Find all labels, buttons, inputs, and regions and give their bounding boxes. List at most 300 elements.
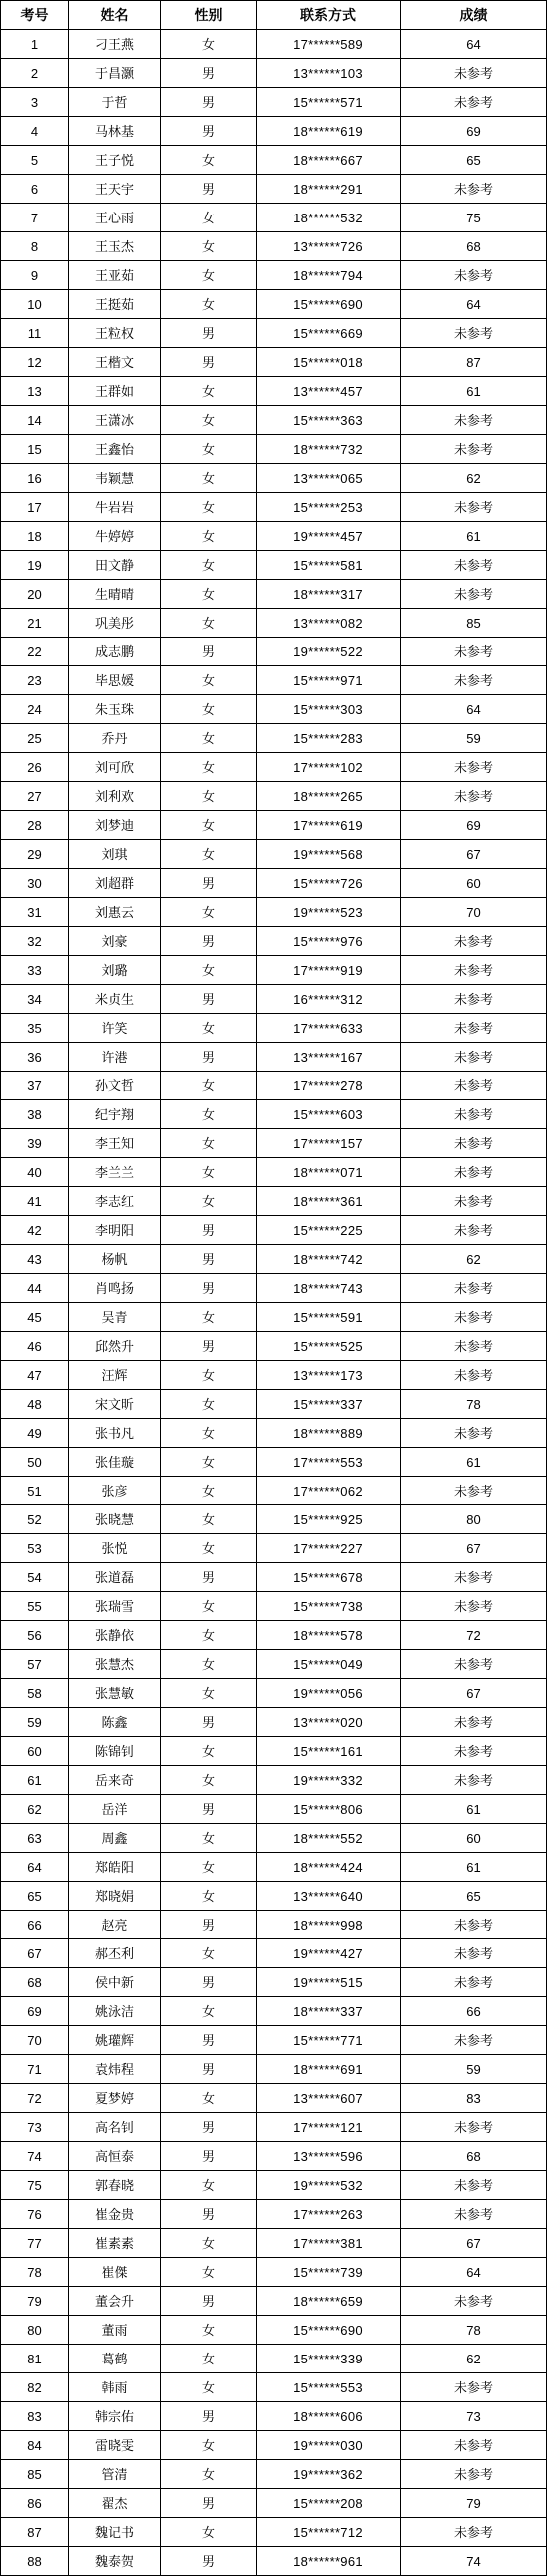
exam-number-cell: 31 (1, 898, 69, 927)
contact-cell: 18******337 (257, 1997, 401, 2026)
name-cell: 刘利欢 (69, 782, 161, 811)
contact-cell: 19******362 (257, 2460, 401, 2489)
score-cell: 83 (401, 2084, 547, 2113)
name-cell: 杨帆 (69, 1245, 161, 1274)
score-cell: 69 (401, 117, 547, 146)
contact-cell: 13******167 (257, 1043, 401, 1072)
contact-cell: 15******739 (257, 2258, 401, 2287)
exam-number-cell: 73 (1, 2113, 69, 2142)
name-cell: 侯中新 (69, 1968, 161, 1997)
name-cell: 王挺茹 (69, 290, 161, 319)
exam-number-cell: 44 (1, 1274, 69, 1303)
name-cell: 王粒权 (69, 319, 161, 348)
contact-cell: 15******771 (257, 2026, 401, 2055)
contact-cell: 13******457 (257, 377, 401, 406)
gender-cell: 男 (161, 869, 257, 898)
score-cell: 未参考 (401, 2287, 547, 2316)
name-cell: 张书凡 (69, 1419, 161, 1448)
exam-number-cell: 64 (1, 1853, 69, 1882)
name-cell: 赵亮 (69, 1911, 161, 1939)
score-cell: 64 (401, 695, 547, 724)
score-cell: 67 (401, 1534, 547, 1563)
score-cell: 未参考 (401, 1303, 547, 1332)
score-cell: 64 (401, 30, 547, 59)
gender-cell: 女 (161, 1882, 257, 1911)
exam-number-cell: 21 (1, 609, 69, 638)
score-cell: 未参考 (401, 927, 547, 956)
name-cell: 李王知 (69, 1129, 161, 1158)
name-cell: 李兰兰 (69, 1158, 161, 1187)
contact-cell: 15******525 (257, 1332, 401, 1361)
header-score: 成绩 (401, 1, 547, 30)
score-cell: 61 (401, 1853, 547, 1882)
contact-cell: 17******157 (257, 1129, 401, 1158)
exam-number-cell: 63 (1, 1824, 69, 1853)
name-cell: 牛岩岩 (69, 493, 161, 522)
contact-cell: 15******363 (257, 406, 401, 435)
score-cell: 68 (401, 232, 547, 261)
name-cell: 米贞生 (69, 985, 161, 1014)
contact-cell: 15******253 (257, 493, 401, 522)
contact-cell: 15******581 (257, 551, 401, 580)
contact-cell: 15******339 (257, 2345, 401, 2373)
gender-cell: 女 (161, 377, 257, 406)
exam-number-cell: 70 (1, 2026, 69, 2055)
exam-number-cell: 12 (1, 348, 69, 377)
score-cell: 68 (401, 2142, 547, 2171)
score-cell: 73 (401, 2402, 547, 2431)
score-cell: 未参考 (401, 2200, 547, 2229)
exam-number-cell: 1 (1, 30, 69, 59)
contact-cell: 15******553 (257, 2373, 401, 2402)
score-cell: 未参考 (401, 2431, 547, 2460)
name-cell: 岳来奇 (69, 1766, 161, 1795)
exam-number-cell: 35 (1, 1014, 69, 1043)
contact-cell: 18******889 (257, 1419, 401, 1448)
gender-cell: 女 (161, 1505, 257, 1534)
name-cell: 李志红 (69, 1187, 161, 1216)
gender-cell: 女 (161, 1361, 257, 1390)
gender-cell: 男 (161, 985, 257, 1014)
name-cell: 王子悦 (69, 146, 161, 175)
gender-cell: 女 (161, 2373, 257, 2402)
exam-number-cell: 37 (1, 1072, 69, 1100)
score-cell: 61 (401, 522, 547, 551)
contact-cell: 19******332 (257, 1766, 401, 1795)
gender-cell: 女 (161, 1621, 257, 1650)
name-cell: 许港 (69, 1043, 161, 1072)
name-cell: 牛婷婷 (69, 522, 161, 551)
score-cell: 未参考 (401, 1361, 547, 1390)
gender-cell: 女 (161, 1939, 257, 1968)
exam-number-cell: 19 (1, 551, 69, 580)
name-cell: 王群如 (69, 377, 161, 406)
gender-cell: 男 (161, 638, 257, 666)
name-cell: 刘梦迪 (69, 811, 161, 840)
gender-cell: 女 (161, 1100, 257, 1129)
name-cell: 汪辉 (69, 1361, 161, 1390)
name-cell: 韩雨 (69, 2373, 161, 2402)
exam-number-cell: 51 (1, 1477, 69, 1505)
contact-cell: 15******738 (257, 1592, 401, 1621)
exam-number-cell: 56 (1, 1621, 69, 1650)
exam-number-cell: 69 (1, 1997, 69, 2026)
gender-cell: 女 (161, 146, 257, 175)
score-cell: 未参考 (401, 1274, 547, 1303)
contact-cell: 19******523 (257, 898, 401, 927)
contact-cell: 17******589 (257, 30, 401, 59)
name-cell: 魏泰贺 (69, 2547, 161, 2576)
score-cell: 61 (401, 1448, 547, 1477)
gender-cell: 女 (161, 580, 257, 609)
name-cell: 毕思媛 (69, 666, 161, 695)
gender-cell: 女 (161, 666, 257, 695)
exam-number-cell: 87 (1, 2518, 69, 2547)
gender-cell: 男 (161, 2287, 257, 2316)
contact-cell: 18******552 (257, 1824, 401, 1853)
gender-cell: 女 (161, 609, 257, 638)
contact-cell: 18******361 (257, 1187, 401, 1216)
exam-number-cell: 68 (1, 1968, 69, 1997)
exam-number-cell: 15 (1, 435, 69, 464)
score-cell: 64 (401, 2258, 547, 2287)
gender-cell: 男 (161, 1274, 257, 1303)
contact-cell: 17******553 (257, 1448, 401, 1477)
header-contact: 联系方式 (257, 1, 401, 30)
score-cell: 未参考 (401, 261, 547, 290)
exam-number-cell: 34 (1, 985, 69, 1014)
contact-cell: 18******691 (257, 2055, 401, 2084)
contact-cell: 17******381 (257, 2229, 401, 2258)
exam-number-cell: 18 (1, 522, 69, 551)
contact-cell: 13******607 (257, 2084, 401, 2113)
gender-cell: 女 (161, 1448, 257, 1477)
gender-cell: 女 (161, 290, 257, 319)
gender-cell: 女 (161, 2345, 257, 2373)
contact-cell: 15******690 (257, 290, 401, 319)
name-cell: 高恒泰 (69, 2142, 161, 2171)
name-cell: 张佳璇 (69, 1448, 161, 1477)
exam-number-cell: 59 (1, 1708, 69, 1737)
name-cell: 袁炜程 (69, 2055, 161, 2084)
name-cell: 夏梦婷 (69, 2084, 161, 2113)
name-cell: 张彦 (69, 1477, 161, 1505)
exam-number-cell: 61 (1, 1766, 69, 1795)
gender-cell: 女 (161, 753, 257, 782)
gender-cell: 男 (161, 1795, 257, 1824)
contact-cell: 18******424 (257, 1853, 401, 1882)
gender-cell: 男 (161, 1216, 257, 1245)
gender-cell: 男 (161, 1043, 257, 1072)
name-cell: 李明阳 (69, 1216, 161, 1245)
contact-cell: 15******337 (257, 1390, 401, 1419)
gender-cell: 女 (161, 30, 257, 59)
contact-cell: 13******020 (257, 1708, 401, 1737)
score-cell: 未参考 (401, 175, 547, 204)
score-cell: 未参考 (401, 1187, 547, 1216)
score-cell: 78 (401, 1390, 547, 1419)
score-cell: 65 (401, 1882, 547, 1911)
name-cell: 魏记书 (69, 2518, 161, 2547)
name-cell: 高名钊 (69, 2113, 161, 2142)
contact-cell: 15******161 (257, 1737, 401, 1766)
score-cell: 69 (401, 811, 547, 840)
gender-cell: 女 (161, 1014, 257, 1043)
exam-number-cell: 24 (1, 695, 69, 724)
gender-cell: 女 (161, 493, 257, 522)
exam-number-cell: 28 (1, 811, 69, 840)
exam-number-cell: 82 (1, 2373, 69, 2402)
contact-cell: 13******082 (257, 609, 401, 638)
gender-cell: 女 (161, 724, 257, 753)
name-cell: 孙文哲 (69, 1072, 161, 1100)
contact-cell: 19******427 (257, 1939, 401, 1968)
contact-cell: 17******121 (257, 2113, 401, 2142)
score-cell: 未参考 (401, 1216, 547, 1245)
score-cell: 未参考 (401, 782, 547, 811)
score-cell: 未参考 (401, 580, 547, 609)
contact-cell: 15******726 (257, 869, 401, 898)
contact-cell: 15******603 (257, 1100, 401, 1129)
name-cell: 郑晓娟 (69, 1882, 161, 1911)
gender-cell: 女 (161, 2229, 257, 2258)
gender-cell: 男 (161, 1563, 257, 1592)
score-cell: 未参考 (401, 319, 547, 348)
contact-cell: 13******640 (257, 1882, 401, 1911)
contact-cell: 17******633 (257, 1014, 401, 1043)
score-cell: 未参考 (401, 638, 547, 666)
contact-cell: 15******690 (257, 2316, 401, 2345)
score-cell: 未参考 (401, 2171, 547, 2200)
exam-number-cell: 6 (1, 175, 69, 204)
contact-cell: 15******678 (257, 1563, 401, 1592)
contact-cell: 15******571 (257, 88, 401, 117)
contact-cell: 19******568 (257, 840, 401, 869)
exam-number-cell: 47 (1, 1361, 69, 1390)
score-cell: 66 (401, 1997, 547, 2026)
gender-cell: 女 (161, 2518, 257, 2547)
score-cell: 62 (401, 464, 547, 493)
score-cell: 61 (401, 377, 547, 406)
score-cell: 未参考 (401, 1592, 547, 1621)
name-cell: 王心雨 (69, 204, 161, 232)
score-cell: 未参考 (401, 1419, 547, 1448)
name-cell: 韩宗佑 (69, 2402, 161, 2431)
name-cell: 张静依 (69, 1621, 161, 1650)
exam-number-cell: 27 (1, 782, 69, 811)
gender-cell: 女 (161, 1679, 257, 1708)
gender-cell: 男 (161, 2113, 257, 2142)
exam-number-cell: 57 (1, 1650, 69, 1679)
score-cell: 87 (401, 348, 547, 377)
score-cell: 59 (401, 724, 547, 753)
exam-number-cell: 46 (1, 1332, 69, 1361)
score-cell: 未参考 (401, 1766, 547, 1795)
exam-number-cell: 40 (1, 1158, 69, 1187)
score-cell: 78 (401, 2316, 547, 2345)
exam-number-cell: 85 (1, 2460, 69, 2489)
gender-cell: 男 (161, 1332, 257, 1361)
name-cell: 宋文昕 (69, 1390, 161, 1419)
score-cell: 未参考 (401, 1563, 547, 1592)
score-cell: 未参考 (401, 666, 547, 695)
contact-cell: 17******227 (257, 1534, 401, 1563)
name-cell: 于昌灏 (69, 59, 161, 88)
contact-cell: 18******742 (257, 1245, 401, 1274)
contact-cell: 19******515 (257, 1968, 401, 1997)
name-cell: 王鑫怡 (69, 435, 161, 464)
score-cell: 未参考 (401, 88, 547, 117)
score-cell: 67 (401, 840, 547, 869)
gender-cell: 女 (161, 1187, 257, 1216)
exam-number-cell: 3 (1, 88, 69, 117)
exam-number-cell: 8 (1, 232, 69, 261)
name-cell: 管清 (69, 2460, 161, 2489)
exam-number-cell: 42 (1, 1216, 69, 1245)
score-cell: 61 (401, 1795, 547, 1824)
contact-cell: 18******794 (257, 261, 401, 290)
score-cell: 未参考 (401, 406, 547, 435)
contact-cell: 17******263 (257, 2200, 401, 2229)
gender-cell: 女 (161, 1477, 257, 1505)
score-cell: 未参考 (401, 1477, 547, 1505)
contact-cell: 15******591 (257, 1303, 401, 1332)
gender-cell: 女 (161, 1997, 257, 2026)
name-cell: 于哲 (69, 88, 161, 117)
exam-number-cell: 81 (1, 2345, 69, 2373)
gender-cell: 男 (161, 2026, 257, 2055)
name-cell: 岳洋 (69, 1795, 161, 1824)
name-cell: 张悦 (69, 1534, 161, 1563)
gender-cell: 男 (161, 2547, 257, 2576)
contact-cell: 13******065 (257, 464, 401, 493)
name-cell: 崔傑 (69, 2258, 161, 2287)
exam-number-cell: 23 (1, 666, 69, 695)
score-cell: 79 (401, 2489, 547, 2518)
gender-cell: 女 (161, 204, 257, 232)
name-cell: 张道磊 (69, 1563, 161, 1592)
score-cell: 未参考 (401, 1650, 547, 1679)
header-name: 姓名 (69, 1, 161, 30)
score-cell: 72 (401, 1621, 547, 1650)
gender-cell: 女 (161, 1592, 257, 1621)
score-cell: 未参考 (401, 2113, 547, 2142)
gender-cell: 女 (161, 1303, 257, 1332)
name-cell: 姚瓘辉 (69, 2026, 161, 2055)
gender-cell: 女 (161, 2460, 257, 2489)
score-cell: 未参考 (401, 1968, 547, 1997)
exam-number-cell: 75 (1, 2171, 69, 2200)
name-cell: 张瑞雪 (69, 1592, 161, 1621)
name-cell: 朱玉珠 (69, 695, 161, 724)
contact-cell: 18******998 (257, 1911, 401, 1939)
exam-number-cell: 65 (1, 1882, 69, 1911)
score-cell: 74 (401, 2547, 547, 2576)
contact-cell: 15******806 (257, 1795, 401, 1824)
exam-number-cell: 60 (1, 1737, 69, 1766)
exam-number-cell: 77 (1, 2229, 69, 2258)
score-cell: 未参考 (401, 1158, 547, 1187)
gender-cell: 女 (161, 1390, 257, 1419)
gender-cell: 女 (161, 1419, 257, 1448)
exam-number-cell: 84 (1, 2431, 69, 2460)
contact-cell: 13******596 (257, 2142, 401, 2171)
exam-number-cell: 76 (1, 2200, 69, 2229)
name-cell: 翟杰 (69, 2489, 161, 2518)
gender-cell: 女 (161, 2171, 257, 2200)
contact-cell: 15******669 (257, 319, 401, 348)
name-cell: 巩美彤 (69, 609, 161, 638)
score-cell: 未参考 (401, 1737, 547, 1766)
exam-number-cell: 67 (1, 1939, 69, 1968)
gender-cell: 女 (161, 2084, 257, 2113)
exam-number-cell: 80 (1, 2316, 69, 2345)
gender-cell: 男 (161, 2142, 257, 2171)
exam-number-cell: 86 (1, 2489, 69, 2518)
name-cell: 田文静 (69, 551, 161, 580)
name-cell: 张晓慧 (69, 1505, 161, 1534)
gender-cell: 女 (161, 782, 257, 811)
exam-number-cell: 33 (1, 956, 69, 985)
exam-number-cell: 39 (1, 1129, 69, 1158)
contact-cell: 17******062 (257, 1477, 401, 1505)
name-cell: 王楷文 (69, 348, 161, 377)
exam-number-cell: 16 (1, 464, 69, 493)
name-cell: 崔金贵 (69, 2200, 161, 2229)
gender-cell: 女 (161, 1766, 257, 1795)
name-cell: 生晴晴 (69, 580, 161, 609)
name-cell: 刘豪 (69, 927, 161, 956)
contact-cell: 13******726 (257, 232, 401, 261)
gender-cell: 男 (161, 1245, 257, 1274)
contact-cell: 18******961 (257, 2547, 401, 2576)
exam-number-cell: 14 (1, 406, 69, 435)
exam-number-cell: 55 (1, 1592, 69, 1621)
score-cell: 未参考 (401, 1129, 547, 1158)
exam-number-cell: 11 (1, 319, 69, 348)
exam-number-cell: 29 (1, 840, 69, 869)
gender-cell: 女 (161, 2258, 257, 2287)
name-cell: 纪宇翔 (69, 1100, 161, 1129)
contact-cell: 17******619 (257, 811, 401, 840)
score-cell: 未参考 (401, 1100, 547, 1129)
exam-number-cell: 58 (1, 1679, 69, 1708)
exam-number-cell: 43 (1, 1245, 69, 1274)
gender-cell: 女 (161, 2316, 257, 2345)
contact-cell: 18******071 (257, 1158, 401, 1187)
exam-number-cell: 49 (1, 1419, 69, 1448)
gender-cell: 女 (161, 551, 257, 580)
score-cell: 62 (401, 2345, 547, 2373)
gender-cell: 男 (161, 1911, 257, 1939)
contact-cell: 15******208 (257, 2489, 401, 2518)
name-cell: 郭春晓 (69, 2171, 161, 2200)
header-gender: 性别 (161, 1, 257, 30)
contact-cell: 18******532 (257, 204, 401, 232)
contact-cell: 18******291 (257, 175, 401, 204)
name-cell: 郝丕利 (69, 1939, 161, 1968)
score-cell: 未参考 (401, 1911, 547, 1939)
gender-cell: 女 (161, 1650, 257, 1679)
gender-cell: 男 (161, 59, 257, 88)
score-cell: 59 (401, 2055, 547, 2084)
score-cell: 未参考 (401, 2373, 547, 2402)
name-cell: 张慧杰 (69, 1650, 161, 1679)
contact-cell: 18******667 (257, 146, 401, 175)
score-cell: 60 (401, 869, 547, 898)
gender-cell: 男 (161, 117, 257, 146)
gender-cell: 女 (161, 1737, 257, 1766)
